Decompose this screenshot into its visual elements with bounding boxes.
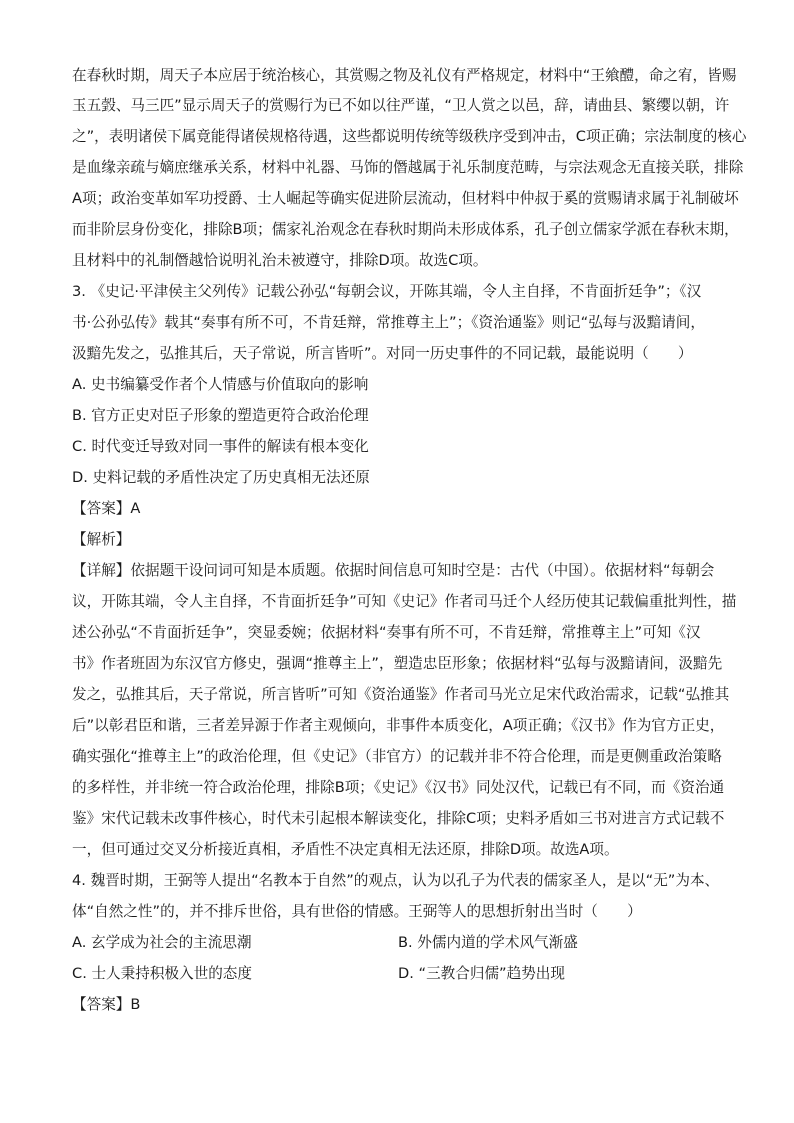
text-line: 是血缘亲疏与嫡庶继承关系，材料中礼器、马饰的僭越属于礼乐制度范畴，与宗法观念无直接关联，排除 [72, 159, 744, 176]
q3-analysis-heading: 【解析】 [72, 531, 131, 548]
q4-option-d: D. “三教合归儒”趋势出现 [398, 965, 565, 982]
text-line: A项；政治变革如军功授爵、士人崛起等确实促进阶层流动，但材料中仲叔于奚的赏赐请求属于礼制破坏 [72, 190, 739, 207]
q3-option-b: B. 官方正史对臣子形象的塑造更符合政治伦理 [72, 407, 369, 424]
q3-analysis-text: 的多样性，并非统一符合政治伦理，排除B项；《史记》《汉书》同处汉代，记载已有不同，而《资治通 [72, 779, 725, 796]
q3-analysis-text: 书》作者班固为东汉官方修史，强调“推尊主上”，塑造忠臣形象；依据材料“弘每与汲黯请间，汲黯先 [72, 655, 723, 672]
question-3-stem: 汲黯先发之，弘推其后，天子常说，所言皆听”。对同一历史事件的不同记载，最能说明（ ） [72, 345, 693, 362]
q3-analysis-text: 后”以彰君臣和谐，三者差异源于作者主观倾向，非事件本质变化，A项正确；《汉书》作为官方正史， [72, 717, 725, 734]
q4-option-c: C. 士人秉持积极入世的态度 [72, 965, 253, 982]
q3-option-c: C. 时代变迁导致对同一事件的解读有根本变化 [72, 438, 369, 455]
q3-option-d: D. 史料记载的矛盾性决定了历史真相无法还原 [72, 469, 370, 486]
question-3-stem: 3. 《史记·平津侯主父列传》记载公孙弘“每朝会议，开陈其端，令人主自择，不肯面折廷争”；《汉 [72, 283, 702, 300]
q3-analysis-text: 发之，弘推其后，天子常说，所言皆听”可知《资治通鉴》作者司马光立足宋代政治需求，记载“弘推其 [72, 686, 730, 703]
text-line: 玉五瑴、马三匹”显示周天子的赏赐行为已不如以往严谨，“卫人赏之以邑，辞，请曲县、繁缨以朝，许 [72, 97, 730, 114]
text-line: 且材料中的礼制僭越恰说明礼治未被遵守，排除D项。故选C项。 [72, 252, 488, 269]
q3-analysis-text: 述公孙弘“不肯面折廷争”，突显委婉；依据材料“奏事有所不可，不肯廷辩，常推尊主上”可知《汉 [72, 624, 701, 641]
q3-option-a: A. 史书编纂受作者个人情感与价值取向的影响 [72, 376, 369, 393]
question-4-stem: 体“自然之性”的，并不排斥世俗，具有世俗的情感。王弼等人的思想折射出当时（ ） [72, 903, 642, 920]
q4-option-a: A. 玄学成为社会的主流思潮 [72, 934, 252, 951]
question-4-stem: 4. 魏晋时期，王弼等人提出“名教本于自然”的观点，认为以孔子为代表的儒家圣人，是以“无”为本、 [72, 872, 720, 889]
q3-analysis-text: 确实强化“推尊主上”的政治伦理，但《史记》（非官方）的记载并非不符合伦理，而是更侧重政治策略 [72, 748, 722, 765]
question-3-stem: 书·公孙弘传》载其“奏事有所不可，不肯廷辩，常推尊主上”；《资治通鉴》则记“弘每与汲黯请间， [72, 314, 705, 331]
text-line: 在春秋时期，周天子本应居于统治核心，其赏赐之物及礼仪有严格规定，材料中“王飨醴，命之宥，皆赐 [72, 67, 737, 84]
q3-analysis-text: 议，开陈其端，令人主自择，不肯面折廷争”可知《史记》作者司马迁个人经历使其记载偏重批判性，描 [72, 593, 737, 610]
q3-analysis-text: 一，但可通过交叉分析接近真相，矛盾性不决定真相无法还原，排除D项。故选A项。 [72, 841, 619, 858]
q4-option-b: B. 外儒内道的学术风气渐盛 [398, 934, 578, 951]
q3-analysis-text: 【详解】依据题干设问词可知是本质题。依据时间信息可知时空是：古代（中国）。依据材料“每朝会 [72, 562, 715, 579]
text-line: 之”，表明诸侯下属竟能得诸侯规格待遇，这些都说明传统等级秩序受到冲击，C项正确；宗法制度的核心 [72, 128, 747, 145]
q3-analysis-text: 鉴》宋代记载未改事件核心，时代未引起根本解读变化，排除C项；史料矛盾如三书对进言方式记载不 [72, 810, 725, 827]
q3-answer: 【答案】A [72, 500, 141, 517]
text-line: 而非阶层身份变化，排除B项；儒家礼治观念在春秋时期尚未形成体系，孔子创立儒家学派在春秋末期， [72, 221, 739, 238]
q4-answer: 【答案】B [72, 996, 141, 1013]
